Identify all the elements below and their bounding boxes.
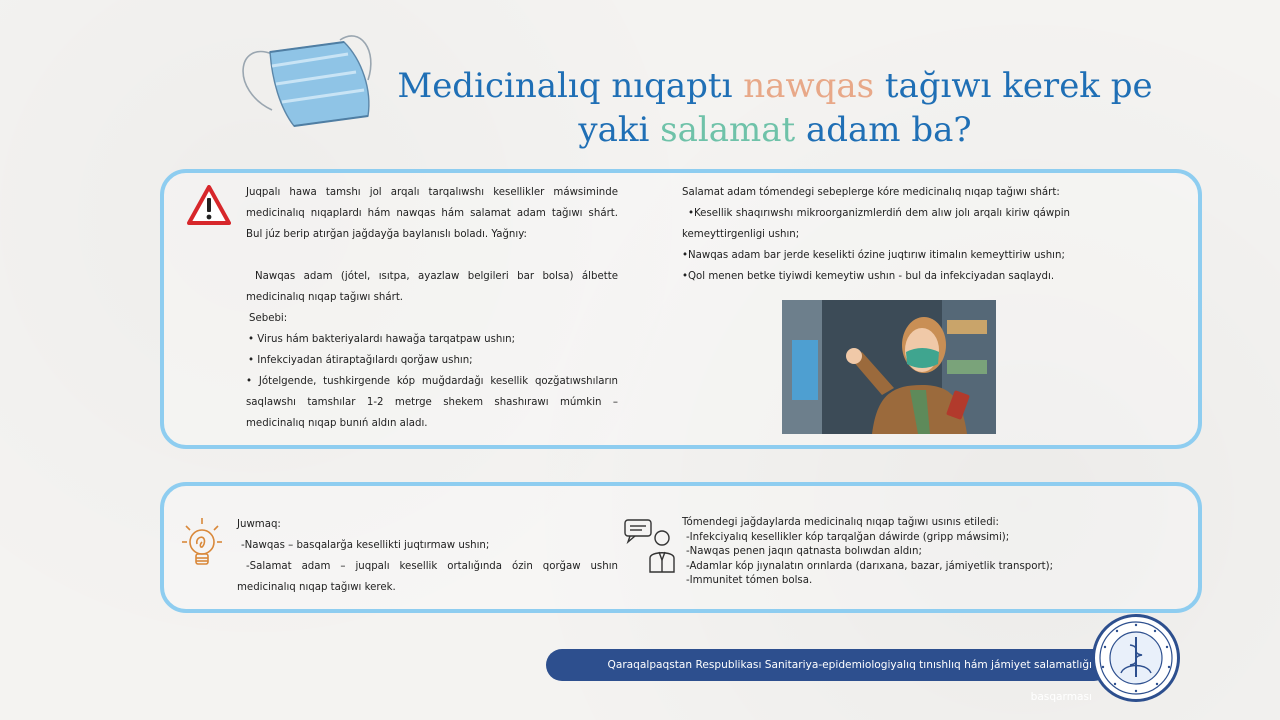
conclusion-line: -Salamat adam – juqpalı kesellik ortalığında ózin qorğaw ushın — [246, 561, 618, 572]
sick-rule-line: medicinalıq nıqap tağıwı shárt. — [246, 292, 404, 303]
sick-rule-line: Nawqas adam (jótel, ısıtpa, ayazlaw belgileri bar bolsa) álbette — [255, 271, 618, 282]
recommendation-item: -Nawqas penen jaqın qatnasta bolıwdan aldın; — [686, 546, 922, 557]
lightbulb-icon — [180, 514, 224, 578]
page-title — [380, 64, 1170, 152]
reason-label: Sebebi: — [249, 313, 288, 324]
reason-bullet-cont: medicinalıq nıqap bunıń aldın aladı. — [246, 418, 428, 429]
intro-line: Bul júz berip atırğan jağdayğa baylanıslı boladı. Yağnıy: — [246, 229, 527, 240]
recommendation-item: -Immunitet tómen bolsa. — [686, 575, 813, 586]
recommendation-text — [682, 516, 1082, 589]
reason-bullet: • Infekciyadan átiraptağılardı qorğaw ushın; — [248, 355, 473, 366]
left-info-text — [246, 182, 618, 434]
photo-illustration — [782, 300, 996, 434]
title-part: yaki — [578, 110, 661, 150]
recommendation-heading: Tómendegi jağdaylarda medicinalıq nıqap tağıwı usınıs etiledi: — [682, 517, 999, 528]
medical-mask-icon — [232, 30, 378, 134]
intro-line: Juqpalı hawa tamshı jol arqalı tarqalıwshı kesellikler máwsiminde — [246, 187, 618, 198]
healthy-item-cont: kemeyttirgenligi ushın; — [682, 229, 800, 240]
healthy-item: •Kesellik shaqırıwshı mikroorganizmlerdiń dem alıw jolı arqalı kiriw qáwpin — [688, 208, 1070, 219]
masked-woman-photo — [782, 300, 996, 434]
healthy-item: •Nawqas adam bar jerde keselikti ózine juqtırıw itimalın kemeyttiriw ushın; — [682, 250, 1065, 261]
intro-line: medicinalıq nıqaplardı hám nawqas hám salamat adam tağıwı shárt. — [246, 208, 618, 219]
conclusion-text — [237, 514, 618, 598]
reason-bullet: • Jótelgende, tushkirgende kóp muğdardağı kesellik qozğatıwshıların — [246, 376, 618, 387]
conclusion-line-cont: medicinalıq nıqap tağıwı kerek. — [237, 582, 396, 593]
organization-banner — [546, 649, 1110, 703]
recommendation-item: -Infekciyalıq kesellikler kóp tarqalğan dáwirde (gripp máwsimi); — [686, 531, 1010, 543]
seal-emblem — [1095, 617, 1177, 699]
speech-bubble-person-icon — [622, 516, 682, 574]
reason-bullet-cont: saqlawshı tamshılar 1-2 metrge shekem shashırawı múmkin – — [246, 397, 618, 408]
healthy-heading: Salamat adam tómendegi sebeplerge kóre medicinalıq nıqap tağıwı shárt: — [682, 187, 1060, 198]
conclusion-line: -Nawqas – basqalarğa kesellikti juqtırmaw ushın; — [241, 540, 490, 551]
title-part: Medicinalıq nıqaptı — [397, 66, 744, 106]
title-highlight-healthy: salamat — [660, 110, 796, 150]
conclusion-label: Juwmaq: — [237, 519, 281, 530]
reason-bullet: • Virus hám bakteriyalardı hawağa tarqatpaw ushın; — [248, 334, 516, 345]
healthy-item: •Qol menen betke tiyiwdi kemeytiw ushın - bul da infekciyadan saqlaydı. — [682, 271, 1055, 282]
title-part: adam ba? — [795, 110, 972, 150]
title-highlight-sick: nawqas — [743, 66, 875, 106]
organization-name: Qaraqalpaqstan Respublikası Sanitariya-epidemiologiyalıq tınıshlıq hám jámiyet salamatlığı basqarması — [607, 659, 1092, 703]
title-part: tağıwı kerek pe — [874, 66, 1153, 106]
recommendation-item: -Adamlar kóp jıynalatın orınlarda (darıxana, bazar, jámiyetlik transport); — [686, 560, 1054, 572]
warning-icon — [187, 185, 231, 227]
right-info-text — [682, 182, 1070, 287]
organization-seal — [1092, 614, 1180, 702]
